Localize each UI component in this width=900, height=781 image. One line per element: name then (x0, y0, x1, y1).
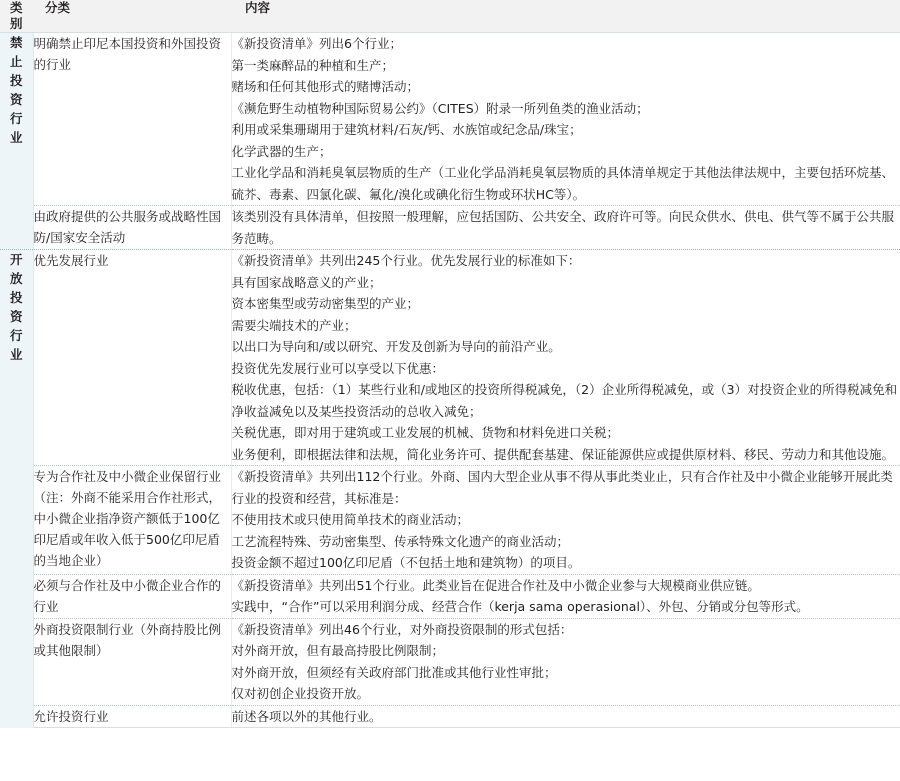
table-header-row (0, 0, 900, 33)
content-line: 业务便利，即根据法律和法规，简化业务许可、提供配套基建、保证能源供应或提供原材料、移民、劳动力和其他设施。 (231, 446, 895, 462)
content-line: 不使用技术或只使用简单技术的商业活动； (231, 512, 470, 527)
table-row (0, 618, 900, 705)
column-header-category: 类别 (0, 0, 33, 33)
content-line: 该类别没有具体清单，但按照一般理解，应包括国防、公共安全、政府许可等。向民众供水、供电、供气等不属于公共服务范畴。 (231, 209, 895, 246)
content-line: 利用或采集珊瑚用于建筑材料/石灰/钙、水族馆或纪念品/珠宝； (231, 122, 582, 137)
subcategory-cell: 明确禁止印尼本国投资和外国投资的行业 (33, 33, 231, 206)
table-row (0, 33, 900, 206)
table-row (0, 705, 900, 728)
content-line: 投资优先发展行业可以享受以下优惠： (231, 360, 445, 376)
column-header-subcategory: 分类 (33, 0, 231, 33)
subcategory-cell: 由政府提供的公共服务或战略性国防/国家安全活动 (33, 206, 231, 250)
content-line: 需要尖端技术的产业； (231, 317, 357, 333)
content-line: 工业化学品和消耗臭氧层物质的生产（工业化学品消耗臭氧层物质的具体清单规定于其他法律法规中，主要包括环烷基、硫芥、毒素、四氯化碳、氟化/溴化或碘化衍生物或环状HC等）。 (231, 165, 895, 202)
content-line: 第一类麻醉品的种植和生产； (231, 57, 395, 73)
table-row (0, 574, 900, 618)
content-cell (231, 618, 900, 705)
content-line: 对外商开放，但有最高持股比例限制； (231, 643, 445, 658)
table-row (0, 466, 900, 575)
content-line: 对外商开放，但须经有关政府部门批准或其他行业性审批； (231, 664, 557, 680)
content-cell (231, 33, 900, 206)
subcategory-cell: 允许投资行业 (33, 705, 231, 728)
column-header-content: 内容 (231, 0, 900, 33)
content-line: 工艺流程特殊、劳动密集型、传承特殊文化遗产的商业活动； (231, 533, 570, 549)
table-row (0, 250, 900, 466)
content-line: 《新投资清单》共列出51个行业。此类业旨在促进合作社及中小微企业参与大规模商业供应链。 (231, 577, 760, 593)
group-label-prohibited (0, 33, 33, 250)
content-cell (231, 466, 900, 575)
subcategory-cell: 必须与合作社及中小微企业合作的行业 (33, 574, 231, 618)
content-line: 资本密集型或劳动密集型的产业； (231, 296, 420, 311)
content-line: 投资金额不超过100亿印尼盾（不包括土地和建筑物）的项目。 (231, 555, 581, 570)
content-cell (231, 574, 900, 618)
content-cell (231, 206, 900, 250)
content-line: 前述各项以外的其他行业。 (231, 708, 382, 724)
content-line: 化学武器的生产； (231, 143, 332, 159)
content-cell (231, 705, 900, 728)
content-line: 仅对初创企业投资开放。 (231, 686, 370, 701)
subcategory-cell: 外商投资限制行业（外商持股比例或其他限制） (33, 618, 231, 705)
group-label-open (0, 250, 33, 728)
content-line: 实践中，“合作”可以采用利润分成、经营合作（kerja sama operasional）、外包、分销或分包等形式。 (231, 599, 809, 614)
table-row (0, 206, 900, 250)
content-line: 《新投资清单》列出46个行业，对外商投资限制的形式包括： (231, 621, 573, 637)
content-line: 赌场和任何其他形式的赌博活动； (231, 79, 420, 94)
content-line: 具有国家战略意义的产业； (231, 274, 382, 290)
content-line: 《新投资清单》列出6个行业； (231, 36, 402, 51)
content-line: 税收优惠，包括：（1）某些行业和/或地区的投资所得税减免，（2）企业所得税减免，或（3）对投资企业的所得税减免和净收益减免以及某些投资活动的总收入减免； (231, 382, 898, 419)
group-label-text: 禁止投资行业 (9, 35, 23, 145)
content-line: 《新投资清单》共列出112个行业。外商、国内大型企业从事不得从事此类业止，只有合作社及中小微企业能够开展此类行业的投资和经营，其标准是： (231, 469, 893, 506)
content-line: 《濒危野生动植物种国际贸易公约》（CITES）附录一所列鱼类的渔业活动； (231, 100, 649, 116)
group-label-text: 开放投资行业 (9, 252, 23, 362)
content-line: 以出口为导向和/或以研究、开发及创新为导向的前沿产业。 (231, 339, 561, 354)
subcategory-cell: 专为合作社及中小微企业保留行业（注：外商不能采用合作社形式，中小微企业指净资产额低于100亿印尼盾或年收入低于500亿印尼盾的当地企业） (33, 466, 231, 575)
content-line: 关税优惠，即对用于建筑或工业发展的机械、货物和材料免进口关税； (231, 425, 620, 440)
content-line: 《新投资清单》共列出245个行业。优先发展行业的标准如下： (231, 253, 581, 268)
subcategory-cell: 优先发展行业 (33, 250, 231, 466)
content-cell (231, 250, 900, 466)
